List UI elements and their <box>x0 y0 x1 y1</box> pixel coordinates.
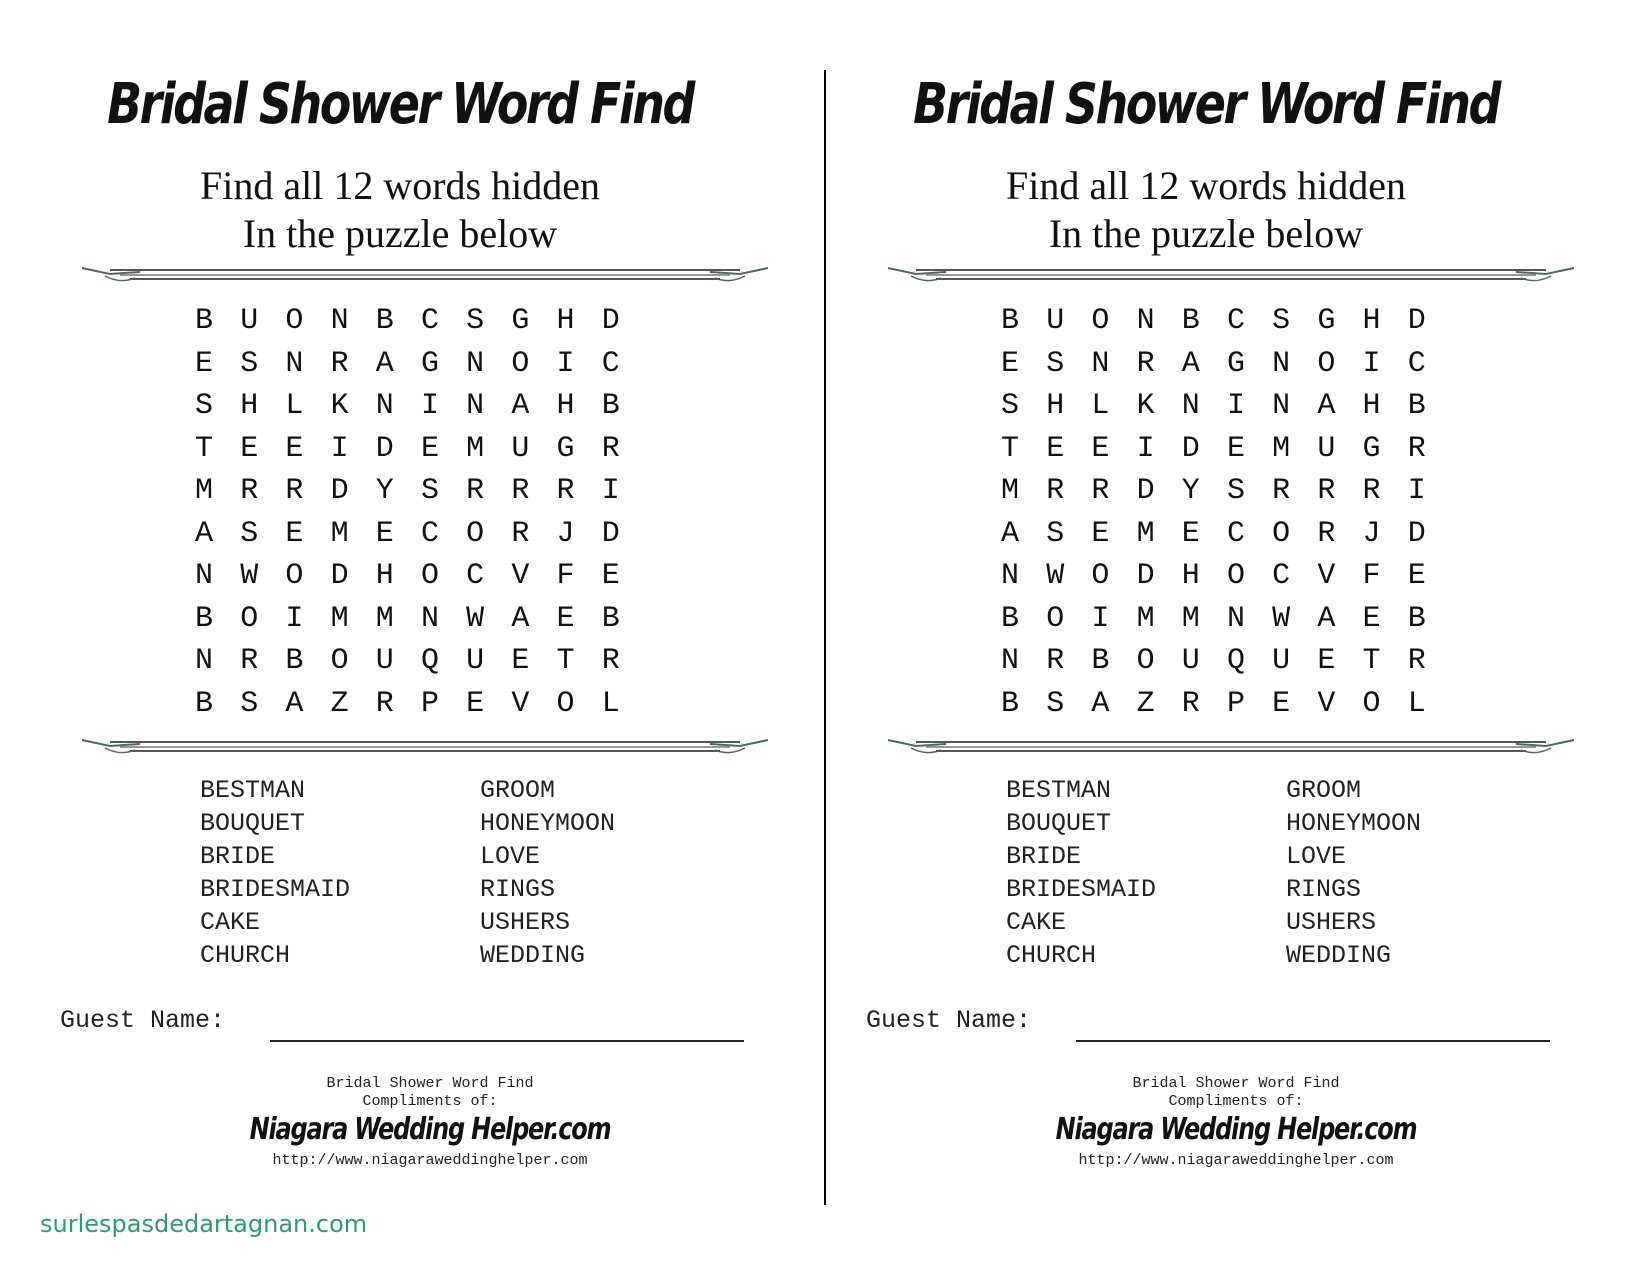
grid-letter: N <box>1272 346 1291 381</box>
credit-line-2: Compliments of: <box>1168 1093 1304 1110</box>
grid-letter: B <box>601 601 620 636</box>
grid-letter: N <box>466 346 485 381</box>
grid-row <box>195 513 647 556</box>
grid-letter: C <box>420 304 439 338</box>
word-list-item: BESTMAN <box>200 776 306 805</box>
grid-letter: R <box>466 474 485 508</box>
grid-letter: L <box>1407 686 1426 721</box>
grid-letter: R <box>1362 474 1381 508</box>
grid-letter: P <box>1226 686 1245 721</box>
grid-letter: M <box>466 431 485 466</box>
grid-letter: B <box>1001 601 1020 636</box>
grid-letter: B <box>1407 601 1426 636</box>
grid-letter: O <box>420 559 439 593</box>
word-list-item: CAKE <box>200 908 261 937</box>
grid-letter: D <box>330 559 349 593</box>
grid-letter: R <box>1407 644 1426 678</box>
grid-letter: N <box>195 559 214 593</box>
grid-letter: R <box>240 474 259 508</box>
grid-letter: G <box>511 304 530 338</box>
grid-letter: I <box>330 431 349 466</box>
word-list-item: WEDDING <box>1286 941 1392 970</box>
word-list-column-1 <box>200 774 350 972</box>
grid-letter: A <box>511 389 530 423</box>
grid-letter: L <box>1091 389 1110 423</box>
word-list-column-2 <box>480 774 615 972</box>
grid-letter: Q <box>1226 644 1245 678</box>
guest-name-line <box>270 1040 744 1042</box>
grid-row <box>1001 385 1453 428</box>
grid-row <box>1001 343 1453 386</box>
grid-letter: S <box>240 686 259 721</box>
word-list-item: WEDDING <box>480 941 586 970</box>
sheet-title: Bridal Shower Word Find <box>107 72 693 137</box>
grid-letter: R <box>1272 474 1291 508</box>
grid-letter: Y <box>375 474 394 508</box>
grid-letter: N <box>1226 601 1245 636</box>
grid-letter: M <box>1136 516 1155 551</box>
grid-letter: E <box>466 686 485 721</box>
grid-letter: U <box>375 644 394 678</box>
grid-letter: E <box>285 431 304 466</box>
grid-letter: E <box>511 644 530 678</box>
grid-letter: V <box>1317 686 1336 721</box>
grid-letter: O <box>556 686 575 721</box>
grid-letter: N <box>285 346 304 381</box>
grid-letter: E <box>1272 686 1291 721</box>
grid-letter: R <box>240 644 259 678</box>
grid-letter: E <box>1046 431 1065 466</box>
word-list-item: CHURCH <box>1006 941 1097 970</box>
grid-letter: T <box>1362 644 1381 678</box>
grid-letter: H <box>1362 389 1381 423</box>
word-list-item: BRIDE <box>200 842 276 871</box>
word-list-item: BOUQUET <box>1006 809 1112 838</box>
grid-letter: O <box>511 346 530 381</box>
ornament-rule-top <box>80 262 770 286</box>
grid-letter: A <box>285 686 304 721</box>
grid-letter: E <box>556 601 575 636</box>
grid-letter: B <box>195 601 214 636</box>
grid-letter: R <box>1181 686 1200 721</box>
grid-letter: H <box>240 389 259 423</box>
grid-letter: R <box>1317 516 1336 551</box>
grid-letter: A <box>195 516 214 551</box>
grid-letter: T <box>556 644 575 678</box>
word-list-item: GROOM <box>1286 776 1362 805</box>
grid-letter: O <box>1226 559 1245 593</box>
grid-letter: O <box>1136 644 1155 678</box>
grid-letter: B <box>1091 644 1110 678</box>
grid-letter: U <box>466 644 485 678</box>
grid-letter: O <box>1091 559 1110 593</box>
word-list-item: HONEYMOON <box>480 809 616 838</box>
grid-letter: C <box>601 346 620 381</box>
ornament-rule-top <box>886 262 1576 286</box>
word-list-item: CHURCH <box>200 941 291 970</box>
word-list-item: BRIDESMAID <box>1006 875 1157 904</box>
word-find-sheet-left <box>30 0 830 1275</box>
grid-letter: M <box>330 601 349 636</box>
grid-letter: S <box>1046 346 1065 381</box>
instructions-line-2: In the puzzle below <box>242 211 558 256</box>
grid-row <box>195 385 647 428</box>
grid-letter: E <box>601 559 620 593</box>
grid-letter: U <box>1046 304 1065 338</box>
grid-letter: B <box>285 644 304 678</box>
instructions-line-2: In the puzzle below <box>1048 211 1364 256</box>
grid-letter: S <box>240 346 259 381</box>
grid-letter: E <box>1181 516 1200 551</box>
grid-letter: T <box>1001 431 1020 466</box>
grid-letter: Z <box>1136 686 1155 721</box>
grid-row <box>1001 598 1453 641</box>
grid-letter: D <box>1407 516 1426 551</box>
grid-row <box>1001 428 1453 471</box>
grid-letter: N <box>1181 389 1200 423</box>
grid-letter: K <box>1136 389 1155 423</box>
grid-letter: A <box>1091 686 1110 721</box>
grid-letter: E <box>1091 516 1110 551</box>
guest-name-label: Guest Name: <box>60 1006 226 1035</box>
word-list-item: USHERS <box>1286 908 1377 937</box>
letter-grid <box>195 300 647 725</box>
grid-letter: G <box>1362 431 1381 466</box>
ornament-rule-bottom <box>886 734 1576 758</box>
website-url: http://www.niagaraweddinghelper.com <box>1078 1152 1394 1169</box>
grid-letter: B <box>375 304 394 338</box>
grid-letter: O <box>1046 601 1065 636</box>
grid-letter: O <box>240 601 259 636</box>
credit-line-1: Bridal Shower Word Find <box>326 1075 534 1092</box>
grid-letter: D <box>375 431 394 466</box>
grid-letter: D <box>1136 474 1155 508</box>
grid-letter: E <box>240 431 259 466</box>
grid-letter: Y <box>1181 474 1200 508</box>
grid-letter: U <box>511 431 530 466</box>
word-list-item: BRIDESMAID <box>200 875 351 904</box>
grid-letter: W <box>1272 601 1291 636</box>
grid-letter: M <box>1136 601 1155 636</box>
grid-letter: I <box>285 601 304 636</box>
grid-letter: N <box>1272 389 1291 423</box>
grid-row <box>195 300 647 343</box>
grid-row <box>1001 470 1453 513</box>
grid-letter: G <box>420 346 439 381</box>
grid-letter: N <box>330 304 349 338</box>
grid-letter: S <box>1272 304 1291 338</box>
grid-letter: O <box>285 559 304 593</box>
grid-letter: C <box>420 516 439 551</box>
grid-letter: B <box>1001 304 1020 338</box>
grid-letter: I <box>1226 389 1245 423</box>
grid-letter: O <box>1272 516 1291 551</box>
grid-letter: H <box>1181 559 1200 593</box>
grid-row <box>195 470 647 513</box>
grid-letter: N <box>375 389 394 423</box>
grid-letter: I <box>420 389 439 423</box>
grid-letter: C <box>1226 304 1245 338</box>
grid-letter: O <box>466 516 485 551</box>
grid-letter: W <box>240 559 259 593</box>
grid-letter: I <box>556 346 575 381</box>
grid-row <box>195 598 647 641</box>
grid-letter: E <box>1317 644 1336 678</box>
grid-letter: F <box>556 559 575 593</box>
grid-letter: L <box>601 686 620 721</box>
grid-letter: Z <box>330 686 349 721</box>
word-list-item: RINGS <box>480 875 556 904</box>
grid-letter: K <box>330 389 349 423</box>
grid-letter: J <box>1362 516 1381 551</box>
guest-name-label: Guest Name: <box>866 1006 1032 1035</box>
word-list-item: RINGS <box>1286 875 1362 904</box>
grid-letter: V <box>511 686 530 721</box>
grid-letter: R <box>1046 644 1065 678</box>
grid-letter: D <box>1136 559 1155 593</box>
grid-letter: M <box>195 474 214 508</box>
grid-letter: S <box>1046 516 1065 551</box>
grid-letter: M <box>1272 431 1291 466</box>
grid-letter: B <box>601 389 620 423</box>
grid-letter: I <box>1407 474 1426 508</box>
grid-row <box>1001 640 1453 683</box>
word-list-item: LOVE <box>1286 842 1347 871</box>
credit-line-2: Compliments of: <box>362 1093 498 1110</box>
grid-row <box>195 428 647 471</box>
grid-row <box>195 640 647 683</box>
grid-letter: E <box>420 431 439 466</box>
grid-letter: A <box>1317 601 1336 636</box>
grid-letter: R <box>1136 346 1155 381</box>
grid-letter: N <box>466 389 485 423</box>
grid-letter: M <box>375 601 394 636</box>
grid-letter: R <box>285 474 304 508</box>
grid-letter: B <box>195 304 214 338</box>
grid-letter: M <box>1001 474 1020 508</box>
letter-grid <box>1001 300 1453 725</box>
grid-letter: R <box>556 474 575 508</box>
ornament-rule-bottom <box>80 734 770 758</box>
grid-letter: O <box>1091 304 1110 338</box>
grid-letter: S <box>420 474 439 508</box>
grid-row <box>1001 683 1453 726</box>
grid-letter: R <box>330 346 349 381</box>
grid-letter: R <box>1407 431 1426 466</box>
grid-letter: R <box>511 516 530 551</box>
grid-letter: S <box>240 516 259 551</box>
instructions-line-1: Find all 12 words hidden <box>200 163 600 208</box>
grid-letter: E <box>1091 431 1110 466</box>
grid-letter: N <box>195 644 214 678</box>
instructions-line-1: Find all 12 words hidden <box>1006 163 1406 208</box>
word-list-item: BOUQUET <box>200 809 306 838</box>
grid-letter: H <box>556 304 575 338</box>
grid-letter: M <box>330 516 349 551</box>
word-list-item: LOVE <box>480 842 541 871</box>
word-list-item: GROOM <box>480 776 556 805</box>
grid-letter: C <box>466 559 485 593</box>
grid-letter: G <box>1226 346 1245 381</box>
grid-letter: I <box>1362 346 1381 381</box>
grid-row <box>1001 300 1453 343</box>
word-list-item: BESTMAN <box>1006 776 1112 805</box>
grid-letter: E <box>1362 601 1381 636</box>
grid-letter: R <box>601 431 620 466</box>
grid-letter: A <box>1001 516 1020 551</box>
grid-letter: U <box>1317 431 1336 466</box>
grid-letter: E <box>1226 431 1245 466</box>
grid-letter: D <box>601 304 620 338</box>
word-list-item: CAKE <box>1006 908 1067 937</box>
grid-letter: O <box>1317 346 1336 381</box>
grid-letter: I <box>1091 601 1110 636</box>
grid-letter: R <box>601 644 620 678</box>
grid-letter: H <box>1362 304 1381 338</box>
grid-letter: E <box>375 516 394 551</box>
grid-letter: C <box>1272 559 1291 593</box>
grid-letter: I <box>1136 431 1155 466</box>
brand-logo-text: Niagara Wedding Helper.com <box>1055 1112 1417 1147</box>
brand-logo-text: Niagara Wedding Helper.com <box>249 1112 611 1147</box>
grid-row <box>1001 513 1453 556</box>
word-list-item: BRIDE <box>1006 842 1082 871</box>
grid-letter: N <box>1001 644 1020 678</box>
word-find-sheet-right <box>836 0 1636 1275</box>
grid-letter: A <box>1317 389 1336 423</box>
grid-letter: H <box>1046 389 1065 423</box>
grid-letter: M <box>1181 601 1200 636</box>
grid-letter: E <box>1001 346 1020 381</box>
grid-letter: N <box>1136 304 1155 338</box>
grid-letter: T <box>195 431 214 466</box>
grid-letter: C <box>1407 346 1426 381</box>
grid-letter: D <box>1407 304 1426 338</box>
cut-line-divider <box>824 70 826 1205</box>
grid-letter: B <box>195 686 214 721</box>
word-list-column-2 <box>1286 774 1421 972</box>
grid-letter: D <box>1181 431 1200 466</box>
grid-letter: D <box>601 516 620 551</box>
grid-letter: E <box>1407 559 1426 593</box>
grid-letter: C <box>1226 516 1245 551</box>
grid-letter: B <box>1407 389 1426 423</box>
grid-row <box>195 683 647 726</box>
grid-letter: E <box>195 346 214 381</box>
grid-letter: W <box>466 601 485 636</box>
grid-letter: L <box>285 389 304 423</box>
grid-letter: F <box>1362 559 1381 593</box>
grid-letter: R <box>1317 474 1336 508</box>
grid-letter: R <box>375 686 394 721</box>
grid-letter: S <box>466 304 485 338</box>
grid-letter: R <box>1046 474 1065 508</box>
grid-letter: A <box>511 601 530 636</box>
grid-letter: Q <box>420 644 439 678</box>
grid-letter: U <box>240 304 259 338</box>
grid-letter: V <box>511 559 530 593</box>
grid-letter: N <box>1091 346 1110 381</box>
grid-letter: V <box>1317 559 1336 593</box>
grid-letter: S <box>1226 474 1245 508</box>
grid-letter: B <box>1181 304 1200 338</box>
grid-letter: A <box>375 346 394 381</box>
grid-letter: I <box>601 474 620 508</box>
grid-letter: D <box>330 474 349 508</box>
grid-letter: N <box>1001 559 1020 593</box>
website-url: http://www.niagaraweddinghelper.com <box>272 1152 588 1169</box>
grid-letter: U <box>1272 644 1291 678</box>
grid-row <box>1001 555 1453 598</box>
grid-letter: U <box>1181 644 1200 678</box>
word-list-item: HONEYMOON <box>1286 809 1422 838</box>
grid-letter: W <box>1046 559 1065 593</box>
grid-letter: G <box>1317 304 1336 338</box>
sheet-title: Bridal Shower Word Find <box>913 72 1499 137</box>
grid-letter: H <box>375 559 394 593</box>
grid-letter: H <box>556 389 575 423</box>
grid-letter: B <box>1001 686 1020 721</box>
guest-name-line <box>1076 1040 1550 1042</box>
grid-letter: R <box>1091 474 1110 508</box>
grid-letter: O <box>285 304 304 338</box>
grid-letter: O <box>330 644 349 678</box>
grid-letter: N <box>420 601 439 636</box>
grid-letter: S <box>1046 686 1065 721</box>
grid-letter: A <box>1181 346 1200 381</box>
grid-letter: G <box>556 431 575 466</box>
word-list-item: USHERS <box>480 908 571 937</box>
grid-row <box>195 343 647 386</box>
grid-letter: J <box>556 516 575 551</box>
credit-line-1: Bridal Shower Word Find <box>1132 1075 1340 1092</box>
grid-letter: P <box>420 686 439 721</box>
grid-letter: S <box>1001 389 1020 423</box>
grid-letter: S <box>195 389 214 423</box>
grid-letter: O <box>1362 686 1381 721</box>
grid-letter: R <box>511 474 530 508</box>
grid-row <box>195 555 647 598</box>
word-list-column-1 <box>1006 774 1156 972</box>
watermark-text: surlespasdedartagnan.com <box>40 1210 368 1238</box>
grid-letter: E <box>285 516 304 551</box>
